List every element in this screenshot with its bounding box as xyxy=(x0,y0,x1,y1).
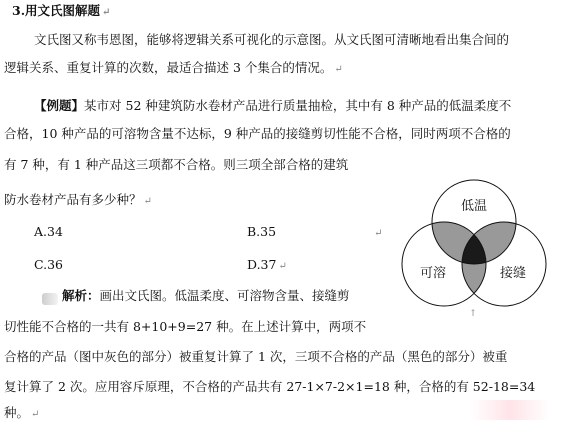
option-c: C.36 xyxy=(34,257,63,272)
analysis-label: 解析： xyxy=(62,288,100,303)
example-label: 【例题】 xyxy=(34,98,85,113)
label-seam: 接缝 xyxy=(499,266,527,281)
example-line-3: 有 7 种，有 1 种产品这三项都不合格。则三项全部合格的建筑 xyxy=(4,157,349,172)
example-line-2: 合格，10 种产品的可溶物含量不达标，9 种产品的接缝剪切性能不合格，同时两项不合格的 xyxy=(4,126,511,141)
label-low-temp: 低温 xyxy=(460,199,488,214)
diagram-mark: ↑ xyxy=(469,309,477,319)
analysis-line-5: 种。 ↵ xyxy=(4,405,40,420)
heading: 3.用文氏图解题 ↵ xyxy=(12,3,111,18)
example-line-4: 防水卷材产品有多少种？ ↵ xyxy=(4,192,152,207)
analysis-line-1: 解析：画出文氏图。低温柔度、可溶物含量、接缝剪 xyxy=(62,288,350,303)
example-line-1: 【例题】某市对 52 种建筑防水卷材产品进行质量抽检，其中有 8 种产品的低温柔度不 xyxy=(34,98,512,113)
option-d: D.37 ↵ xyxy=(247,257,287,272)
intro-line-2: 逻辑关系、重复计算的次数，最适合描述 3 个集合的情况。 ↵ xyxy=(4,60,343,75)
analysis-line-3: 合格的产品（图中灰色的部分）被重复计算了 1 次，三项不合格的产品（黑色的部分）被重 xyxy=(4,349,508,364)
option-b: B.35 ↵ xyxy=(247,224,383,239)
intro-line-1: 文氏图又称韦恩图，能够将逻辑关系可视化的示意图。从文氏图可清晰地看出集合间的 xyxy=(34,32,510,47)
analysis-line-4: 复计算了 2 次。应用容斥原理，不合格的产品共有 27-1×7-2×1=18 种，合格的有 52-18=34 xyxy=(4,379,536,394)
label-soluble: 可溶 xyxy=(419,266,447,281)
heading-text: 3.用文氏图解题 xyxy=(12,3,101,18)
analysis-line-2: 切性能不合格的一共有 8+10+9=27 种。在上述计算中，两项不 xyxy=(4,319,367,334)
option-a: A.34 xyxy=(34,224,63,239)
